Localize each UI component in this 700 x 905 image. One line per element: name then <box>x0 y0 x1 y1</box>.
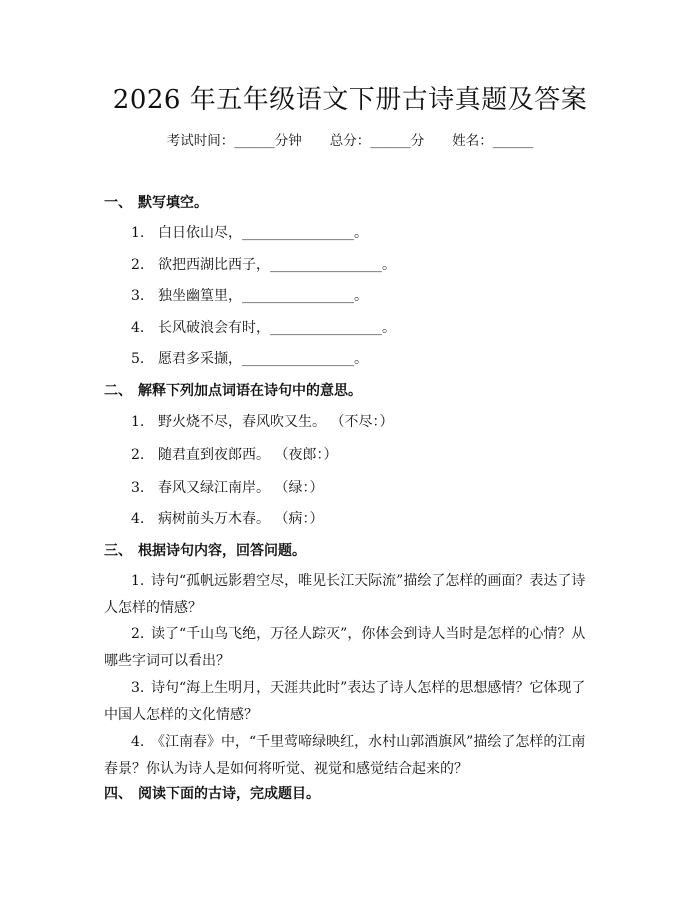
name-blank: ______ <box>492 133 534 149</box>
time-unit: 分钟 <box>274 133 302 149</box>
list-item: 1. 野火烧不尽，春风吹又生。 （不尽：） <box>131 414 394 430</box>
question-item: 1. 诗句“孤帆远影碧空尽，唯见长江天际流”描绘了怎样的画面？表达了诗 人怎样的情感？ <box>104 573 586 616</box>
question-item: 3. 诗句“海上生明月，天涯共此时”表达了诗人怎样的思想感情？它体现了 中国人怎样的文化情感？ <box>104 680 586 723</box>
list-item: 4. 病树前头万木春。 （病：） <box>131 511 324 527</box>
list-item: 5. 愿君多采撷，________________。 <box>131 351 368 367</box>
list-item: 2. 欲把西湖比西子，________________。 <box>131 257 396 273</box>
list-item: 1. 白日依山尽，________________。 <box>131 225 368 241</box>
score-unit: 分 <box>410 133 425 149</box>
question-item: 4. 《江南春》中，“千里莺啼绿映红，水村山郭酒旗风”描绘了怎样的江南 春景？你认为诗人是如何将听觉、视觉和感觉结合起来的？ <box>104 734 586 777</box>
time-label: 考试时间： <box>166 133 235 149</box>
list-item: 3. 独坐幽篁里，________________。 <box>131 288 368 304</box>
exam-info-line <box>0 131 700 151</box>
score-label: 总分： <box>329 133 371 149</box>
page-title: 2026 年五年级语文下册古诗真题及答案 <box>112 85 588 115</box>
list-item: 2. 随君直到夜郎西。 （夜郎：） <box>131 447 338 463</box>
section-heading-2: 二、 解释下列加点词语在诗句中的意思。 <box>104 383 362 399</box>
section-heading-3: 三、 根据诗句内容，回答问题。 <box>104 543 306 559</box>
question-item: 2. 读了“千山鸟飞绝，万径人踪灭”，你体会到诗人当时是怎样的心情？从 哪些字词可以看出？ <box>104 626 586 669</box>
score-blank: ______ <box>370 133 411 149</box>
list-item: 4. 长风破浪会有时，________________。 <box>131 320 396 336</box>
section-heading-4: 四、 阅读下面的古诗，完成题目。 <box>104 786 320 802</box>
time-blank: ______ <box>234 133 275 149</box>
list-item: 3. 春风又绿江南岸。 （绿：） <box>131 480 324 496</box>
name-label: 姓名： <box>452 133 493 149</box>
section-heading-1: 一、 默写填空。 <box>104 195 208 211</box>
